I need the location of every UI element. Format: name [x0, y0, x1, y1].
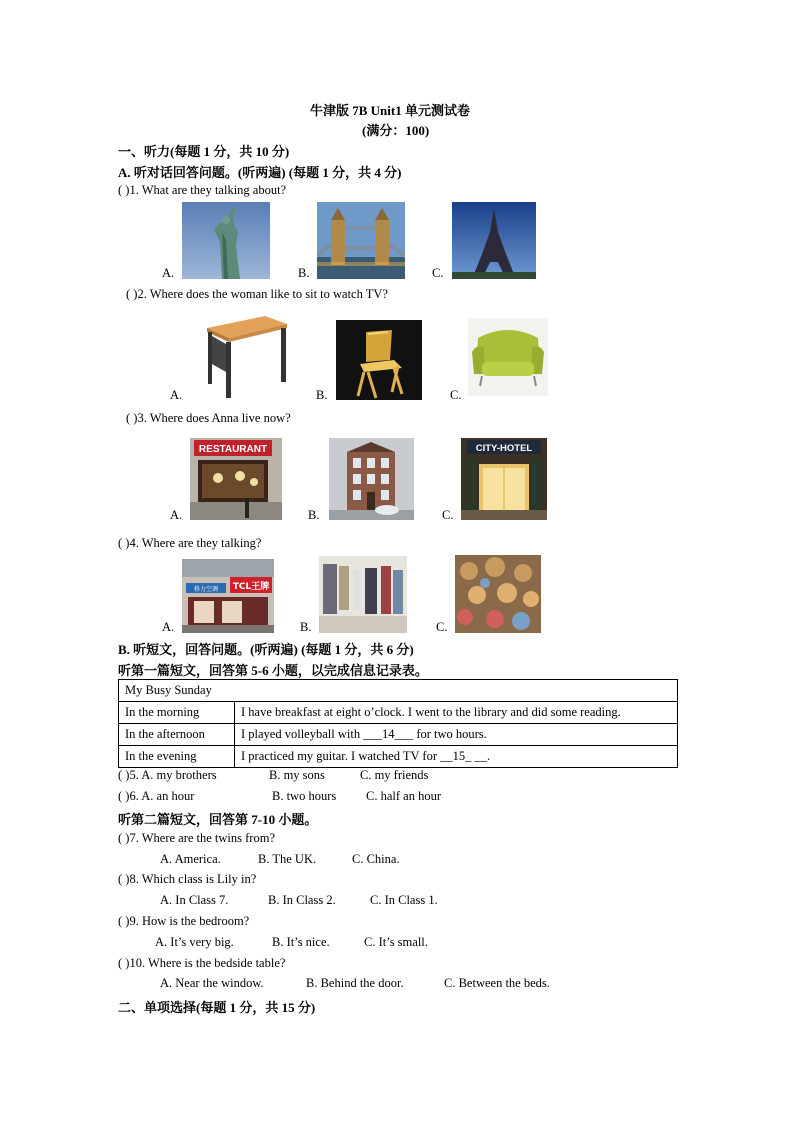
hotel-sign: CITY-HOTEL — [475, 443, 533, 454]
sofa-image — [468, 318, 548, 396]
restaurant-image — [190, 438, 282, 520]
q9-option-a: A. It’s very big. — [155, 935, 234, 949]
ac-sign: 格力空调 — [193, 586, 219, 593]
q5-option-b: B. my sons — [269, 768, 325, 782]
q7-option-b: B. The UK. — [258, 852, 317, 866]
page-subtitle: (满分：100) — [362, 123, 430, 138]
q10-option-b: B. Behind the door. — [306, 976, 404, 990]
q4-option-c: C. — [436, 620, 448, 634]
q10-option-c: C. Between the beds. — [444, 976, 550, 990]
table-header: My Busy Sunday — [119, 680, 678, 702]
q6-option-c: C. half an hour — [366, 789, 441, 803]
q2-option-a: A. — [170, 388, 183, 402]
question-8: ( )8. Which class is Lily in? — [118, 872, 257, 886]
q9-option-b: B. It’s nice. — [272, 935, 330, 949]
question-2: ( )2. Where does the woman like to sit to watch TV? — [126, 287, 388, 301]
table-row — [119, 746, 678, 768]
question-10: ( )10. Where is the bedside table? — [118, 956, 286, 970]
q10-option-a: A. Near the window. — [160, 976, 264, 990]
table-cell: In the afternoon — [119, 724, 235, 746]
restaurant-sign: RESTAURANT — [198, 444, 268, 455]
q8-option-a: A. In Class 7. — [160, 893, 229, 907]
eiffel-tower-image — [452, 202, 536, 279]
question-9: ( )9. How is the bedroom? — [118, 914, 250, 928]
q1-option-b: B. — [298, 266, 310, 280]
table-cell: I practiced my guitar. I watched TV for __15_ __. — [235, 746, 678, 768]
q6-option-b: B. two hours — [272, 789, 337, 803]
page-title: 牛津版 7B Unit1 单元测试卷 — [310, 103, 470, 118]
hotel-image — [461, 438, 547, 520]
q4-option-a: A. — [162, 620, 175, 634]
table-row — [119, 702, 678, 724]
q1-option-c: C. — [432, 266, 444, 280]
table-row — [119, 724, 678, 746]
q3-option-c: C. — [442, 508, 454, 522]
q2-option-b: B. — [316, 388, 328, 402]
section2-heading: 二、单项选择(每题 1 分，共 15 分) — [118, 1000, 316, 1015]
clothes-shop-image — [319, 556, 407, 633]
q7-option-a: A. America. — [160, 852, 221, 866]
tower-bridge-image — [317, 202, 405, 279]
q5-option-c: C. my friends — [360, 768, 429, 782]
q4-option-b: B. — [300, 620, 312, 634]
toy-shop-image — [455, 555, 541, 633]
info-record-table — [118, 679, 678, 768]
q7-option-c: C. China. — [352, 852, 400, 866]
question-7: ( )7. Where are the twins from? — [118, 831, 275, 845]
q3-option-b: B. — [308, 508, 320, 522]
question-1: ( )1. What are they talking about? — [118, 183, 287, 197]
desk-image — [205, 312, 289, 398]
q9-option-c: C. It’s small. — [364, 935, 428, 949]
q2-option-c: C. — [450, 388, 462, 402]
house-image — [329, 438, 414, 520]
table-cell: I played volleyball with ___14___ for two hours. — [235, 724, 678, 746]
tcl-store-image — [182, 559, 274, 633]
q1-option-a: A. — [162, 266, 175, 280]
table-header-row — [119, 680, 678, 702]
table-cell: I have breakfast at eight o’clock. I went to the library and did some reading. — [235, 702, 678, 724]
chair-image — [336, 320, 422, 400]
question-5: ( )5. A. my brothers — [118, 768, 217, 782]
table-cell: In the morning — [119, 702, 235, 724]
tcl-sign: TCL王牌 — [232, 582, 270, 592]
q8-option-c: C. In Class 1. — [370, 893, 438, 907]
question-3: ( )3. Where does Anna live now? — [126, 411, 291, 425]
partB-heading: B. 听短文，回答问题。(听两遍) (每题 1 分，共 6 分) — [118, 642, 414, 657]
question-6: ( )6. A. an hour — [118, 789, 195, 803]
partA-heading: A. 听对话回答问题。(听两遍) (每题 1 分，共 4 分) — [118, 165, 402, 180]
passage2-heading: 听第二篇短文，回答第 7-10 小题。 — [118, 812, 318, 827]
passage1-heading: 听第一篇短文，回答第 5-6 小题，以完成信息记录表。 — [118, 663, 428, 678]
question-4: ( )4. Where are they talking? — [118, 536, 262, 550]
section1-heading: 一、听力(每题 1 分，共 10 分) — [118, 144, 290, 159]
table-cell: In the evening — [119, 746, 235, 768]
q8-option-b: B. In Class 2. — [268, 893, 336, 907]
statue-of-liberty-image — [182, 202, 270, 279]
q3-option-a: A. — [170, 508, 183, 522]
